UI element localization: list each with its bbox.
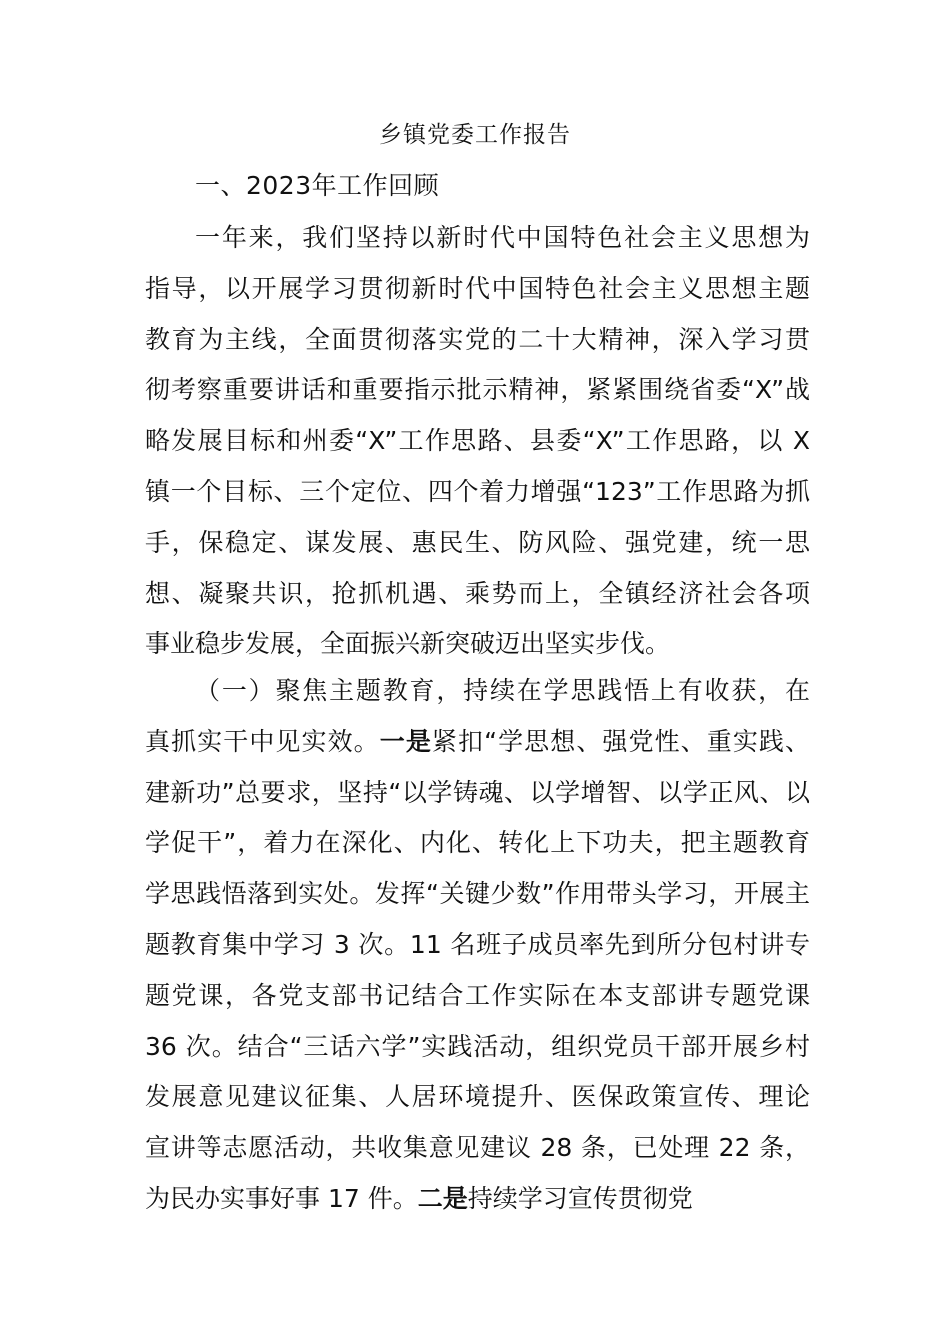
paragraph-overview <box>145 213 810 670</box>
subsection-heading-line: （一）聚焦主题教育，持续在学思践悟上有收获，在 <box>195 676 810 705</box>
paragraph-line: 题教育集中学习 3 次。11 名班子成员率先到所分包村讲专 <box>145 929 810 959</box>
paragraph-line: 一年来，我们坚持以新时代中国特色社会主义思想为 <box>195 223 810 252</box>
document-title: 乡镇党委工作报告 <box>379 122 571 148</box>
paragraph-line <box>145 1174 810 1225</box>
paragraph-line: 手，保稳定、谋发展、惠民生、防风险、强党建，统一思 <box>145 527 810 557</box>
text-run: 持续学习宣传贯彻党 <box>467 1183 693 1213</box>
paragraph-line: 学思践悟落到实处。发挥“关键少数”作用带头学习，开展主 <box>145 879 810 909</box>
paragraph-line: 学促干”，着力在深化、内化、转化上下功夫，把主题教育 <box>145 828 810 858</box>
paragraph-line: 教育为主线，全面贯彻落实党的二十大精神，深入学习贯 <box>145 324 810 354</box>
bold-marker: 二是 <box>417 1183 468 1213</box>
paragraph-line: 镇一个目标、三个定位、四个着力增强“123”工作思路为抓 <box>145 476 810 506</box>
paragraph-line: 建新功”总要求，坚持“以学铸魂、以学增智、以学正风、以 <box>145 777 810 807</box>
paragraph-line <box>145 717 810 768</box>
text-run: 真抓实干中见实效。 <box>145 726 380 756</box>
paragraph-line: 发展意见建议征集、人居环境提升、医保政策宣传、理论 <box>145 1082 810 1112</box>
paragraph-line: 想、凝聚共识，抢抓机遇、乘势而上，全镇经济社会各项 <box>145 578 810 608</box>
paragraph-line: 彻考察重要讲话和重要指示批示精神，紧紧围绕省委“X”战 <box>145 375 810 405</box>
text-run: 紧扣“学思想、强党性、重实践、 <box>431 726 810 756</box>
paragraph-line: 宣讲等志愿活动，共收集意见建议 28 条，已处理 22 条， <box>145 1133 810 1163</box>
paragraph-theme-education <box>145 666 810 1225</box>
paragraph-line: 略发展目标和州委“X”工作思路、县委“X”工作思路，以 X <box>145 426 810 456</box>
paragraph-line: 指导，以开展学习贯彻新时代中国特色社会主义思想主题 <box>145 273 810 303</box>
bold-marker: 一是 <box>379 726 432 756</box>
text-run: 为民办实事好事 17 件。 <box>145 1183 418 1213</box>
paragraph-line: 题党课，各党支部书记结合工作实际在本支部讲专题党课 <box>145 980 810 1010</box>
paragraph-line: 36 次。结合“三话六学”实践活动，组织党员干部开展乡村 <box>145 1031 810 1061</box>
section-heading: 一、2023年工作回顾 <box>195 171 440 200</box>
paragraph-line: 事业稳步发展，全面振兴新突破迈出坚实步伐。 <box>145 629 671 659</box>
